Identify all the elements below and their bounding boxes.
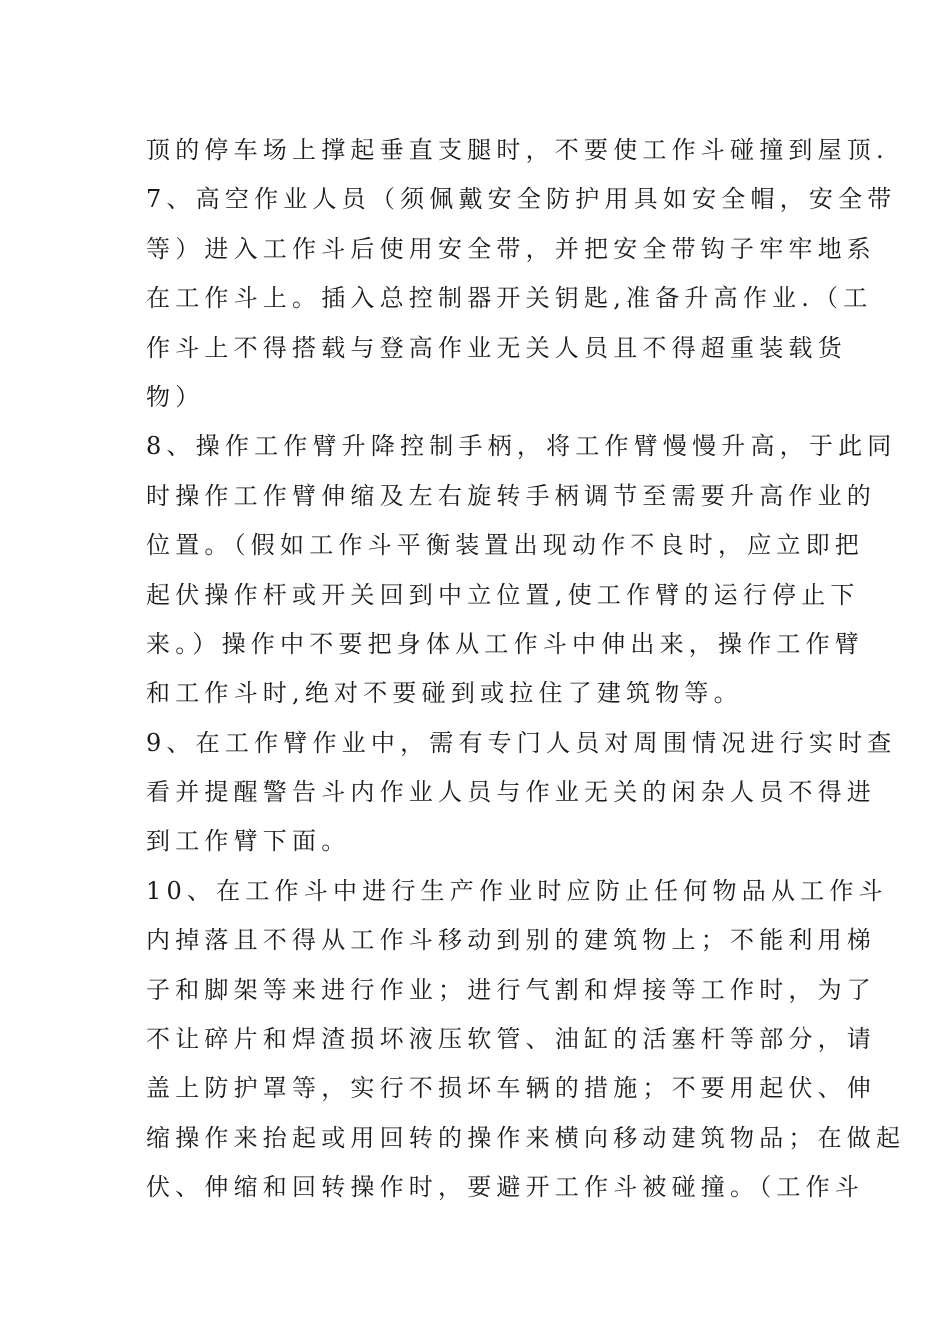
text-line: 看并提醒警告斗内作业人员与作业无关的闲杂人员不得进 — [146, 778, 876, 807]
text-line: 起伏操作杆或开关回到中立位置,使工作臂的运行停止下 — [146, 580, 860, 609]
text-line: 来。）操作中不要把身体从工作斗中伸出来，操作工作臂 — [146, 629, 864, 658]
text-line: 盖上防护罩等，实行不损坏车辆的措施；不要用起伏、伸 — [146, 1074, 876, 1103]
text-line: 和工作斗时,绝对不要碰到或拉住了建筑物等。 — [146, 679, 743, 708]
text-line: 物） — [146, 382, 205, 411]
text-line: 等）进入工作斗后使用安全带，并把安全带钩子牢牢地系 — [146, 234, 876, 263]
text-line: 10、在工作斗中进行生产作业时应防止任何物品从工作斗 — [146, 876, 888, 905]
text-line: 7、高空作业人员（须佩戴安全防护用具如安全帽，安全带 — [146, 185, 897, 214]
text-line: 内掉落且不得从工作斗移动到别的建筑物上；不能利用梯 — [146, 926, 876, 955]
text-line: 9、在工作臂作业中，需有专门人员对周围情况进行实时查 — [146, 728, 897, 757]
text-line: 在工作斗上。插入总控制器开关钥匙,准备升高作业.（工 — [146, 284, 873, 313]
text-line: 8、操作工作臂升降控制手柄，将工作臂慢慢升高，于此同 — [146, 432, 897, 461]
text-line: 时操作工作臂伸缩及左右旋转手柄调节至需要升高作业的 — [146, 481, 876, 510]
text-line: 位置。（假如工作斗平衡装置出现动作不良时，应立即把 — [146, 531, 864, 560]
text-line: 伏、伸缩和回转操作时，要避开工作斗被碰撞。（工作斗 — [146, 1173, 864, 1202]
text-line: 到工作臂下面。 — [146, 827, 351, 856]
text-line: 作斗上不得搭载与登高作业无关人员且不得超重装载货 — [146, 333, 847, 362]
text-line: 不让碎片和焊渣损坏液压软管、油缸的活塞杆等部分，请 — [146, 1025, 876, 1054]
text-line: 子和脚架等来进行作业；进行气割和焊接等工作时，为了 — [146, 975, 876, 1004]
document-body — [146, 126, 906, 1213]
text-line: 缩操作来抬起或用回转的操作来横向移动建筑物品；在做起 — [146, 1123, 906, 1152]
text-line: 顶的停车场上撑起垂直支腿时，不要使工作斗碰撞到屋顶. — [146, 136, 889, 164]
